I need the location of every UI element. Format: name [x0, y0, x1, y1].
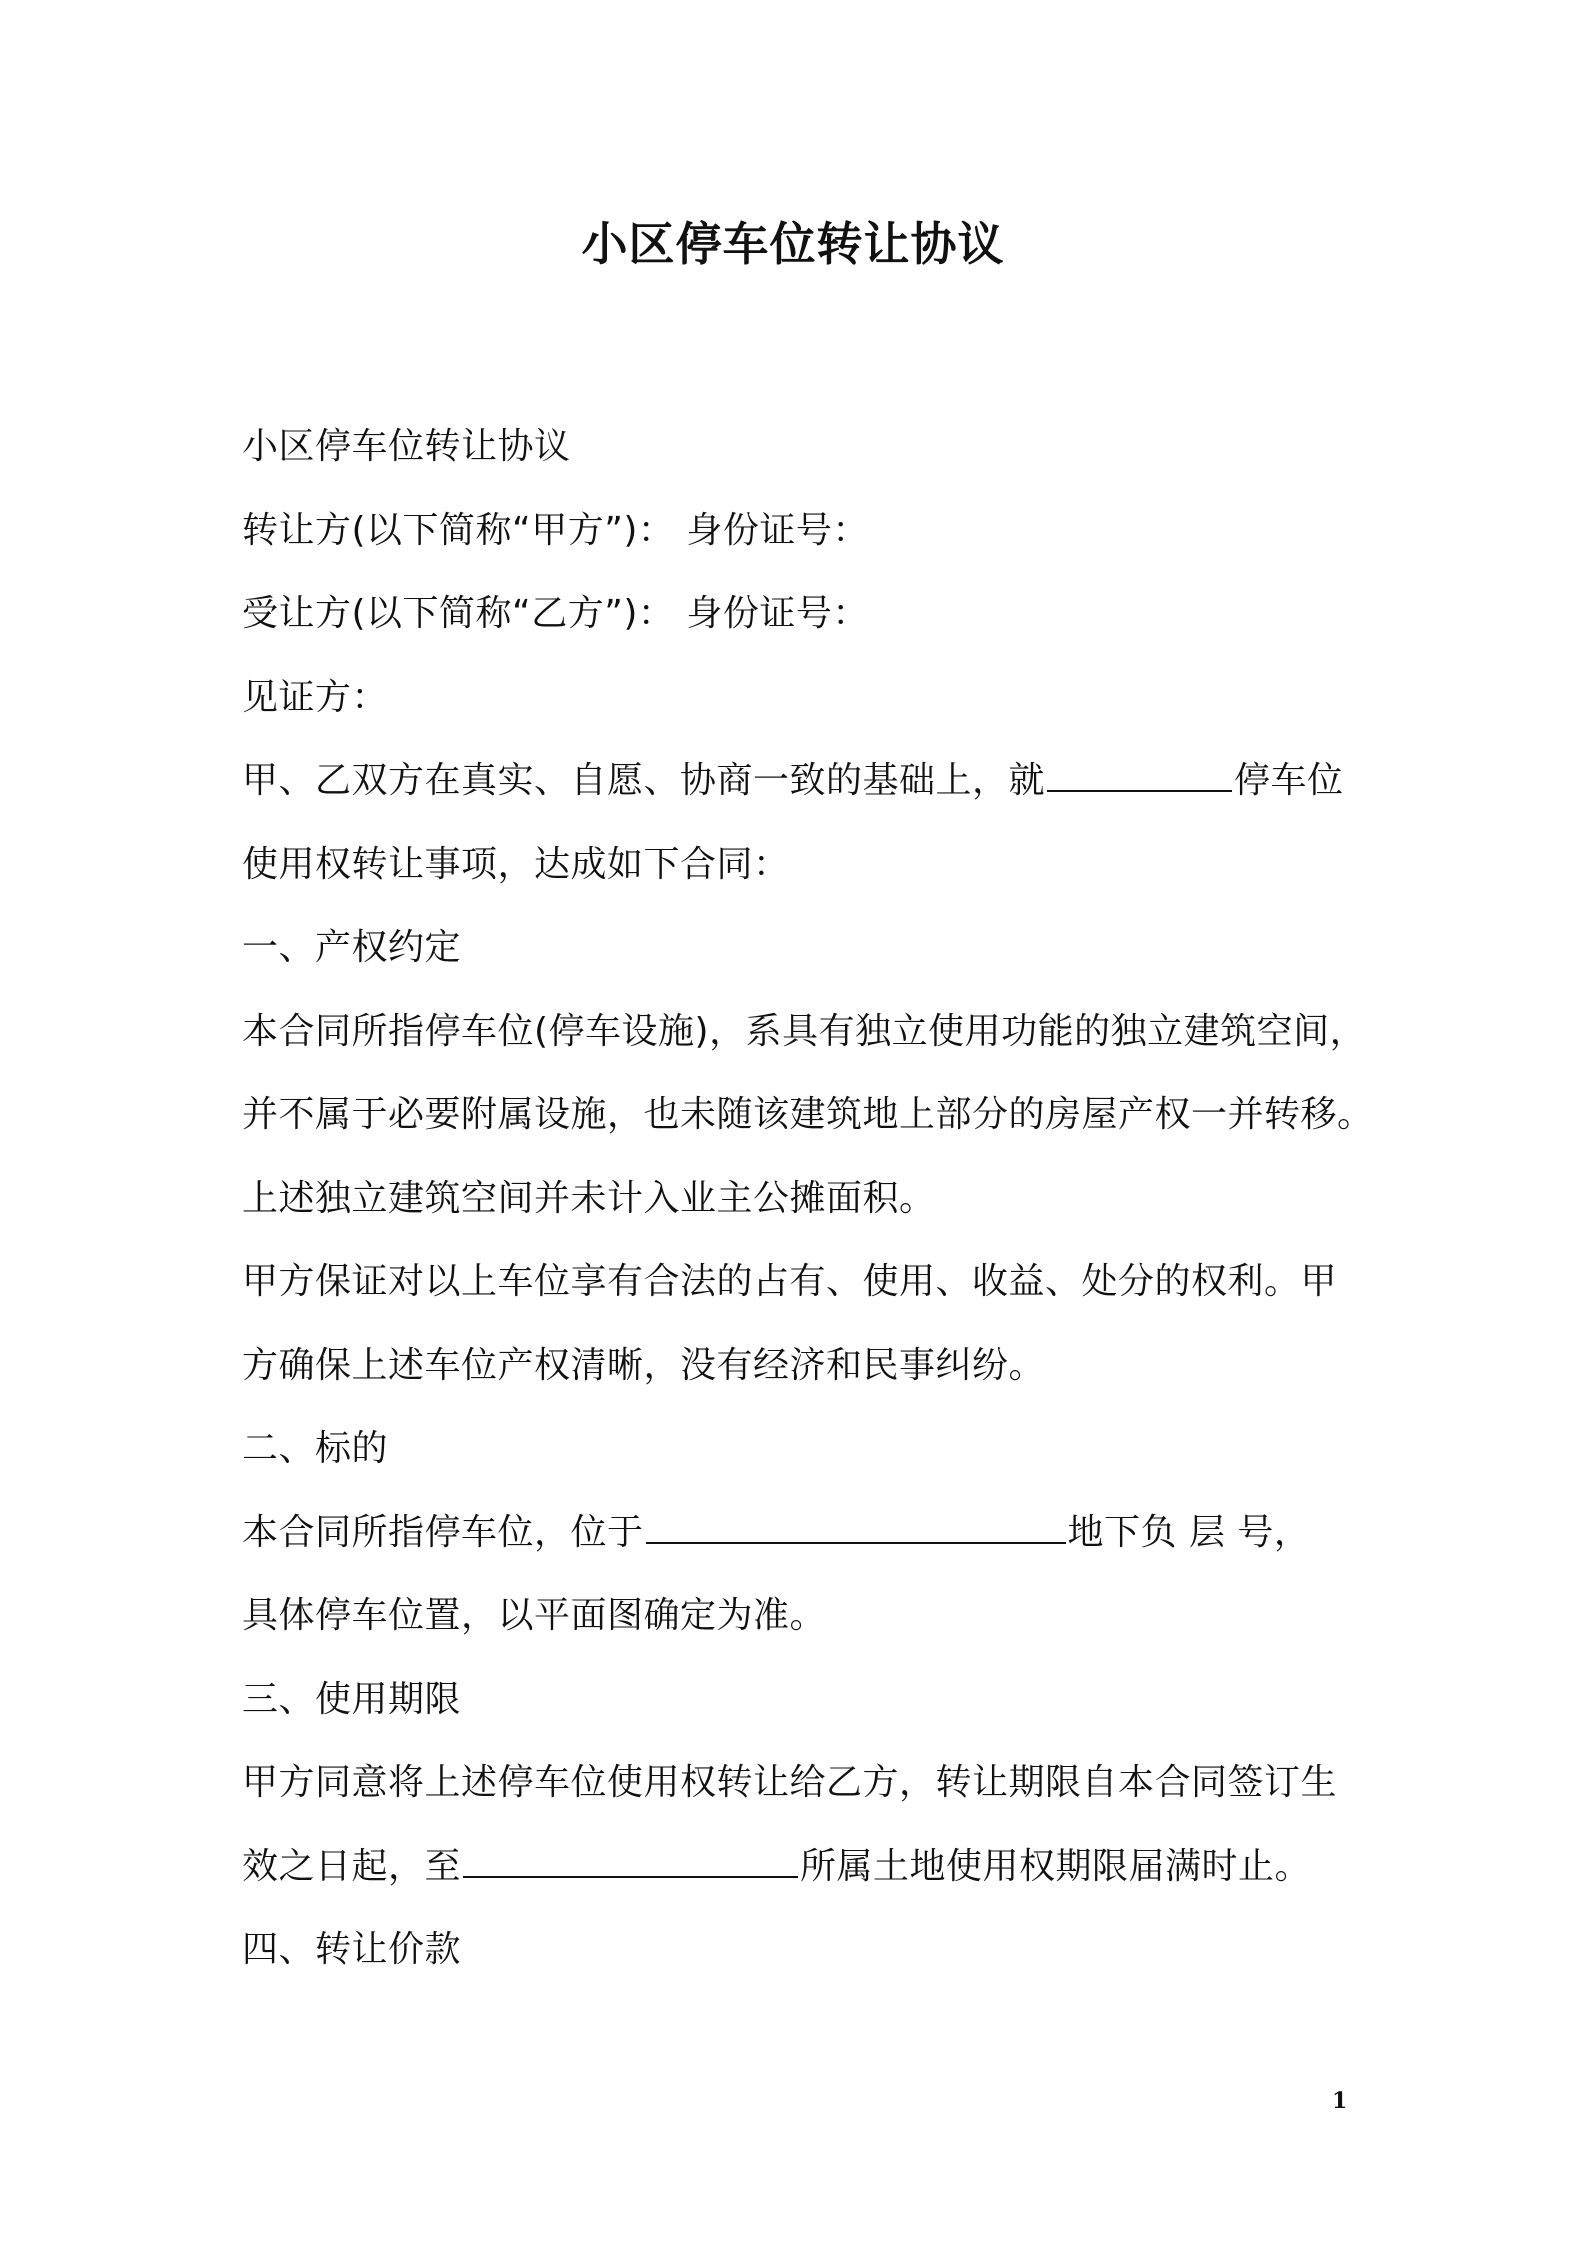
intro-text-b: 停车位 [1234, 760, 1344, 801]
section-heading-1: 一、产权约定 [242, 927, 462, 968]
address-blank [646, 1514, 1066, 1544]
document-title: 小区停车位转让协议 [581, 217, 1005, 271]
transferor-line: 转让方(以下简称“甲方”)： 身份证号： [242, 509, 869, 551]
subject-line-2: 具体停车位置，以平面图确定为准。 [242, 1595, 827, 1636]
term-line-1: 甲方同意将上述停车位使用权转让给乙方，转让期限自本合同签订生 [242, 1762, 1338, 1803]
term-text-a: 效之日起，至 [242, 1845, 462, 1887]
paragraph-line: 方确保上述车位产权清晰，没有经济和民事纠纷。 [242, 1344, 1046, 1386]
subject-line-1 [242, 1491, 1372, 1575]
subtitle-line: 小区停车位转让协议 [242, 426, 571, 467]
intro-line-2: 使用权转让事项，达成如下合同： [242, 843, 790, 885]
intro-text-a: 甲、乙双方在真实、自愿、协商一致的基础上，就 [242, 760, 1046, 801]
page-number: 1 [1332, 2088, 1348, 2114]
section-heading-2: 二、标的 [242, 1428, 389, 1469]
section-heading-3: 三、使用期限 [242, 1678, 462, 1720]
paragraph-line: 本合同所指停车位(停车设施)，系具有独立使用功能的独立建筑空间， [242, 1010, 1367, 1052]
transferee-line: 受让方(以下简称“乙方”)： 身份证号： [242, 593, 869, 634]
section-heading-4: 四、转让价款 [242, 1929, 462, 1970]
paragraph-line: 甲方保证对以上车位享有合法的占有、使用、收益、处分的权利。甲 [242, 1261, 1338, 1302]
witness-line: 见证方： [242, 676, 389, 718]
paragraph-line: 并不属于必要附属设施，也未随该建筑地上部分的房屋产权一并转移。 [242, 1094, 1374, 1135]
parking-location-blank [1047, 762, 1232, 792]
paragraph-line: 上述独立建筑空间并未计入业主公摊面积。 [242, 1177, 936, 1219]
subject-text-b: 地下负 层 号， [1067, 1511, 1311, 1553]
document-body [242, 405, 1372, 1992]
subject-text-a: 本合同所指停车位，位于 [242, 1511, 644, 1553]
term-end-blank [463, 1848, 798, 1878]
intro-line-1 [242, 739, 1372, 823]
term-text-b: 所属土地使用权期限届满时止。 [800, 1845, 1312, 1887]
term-line-2 [242, 1825, 1372, 1909]
